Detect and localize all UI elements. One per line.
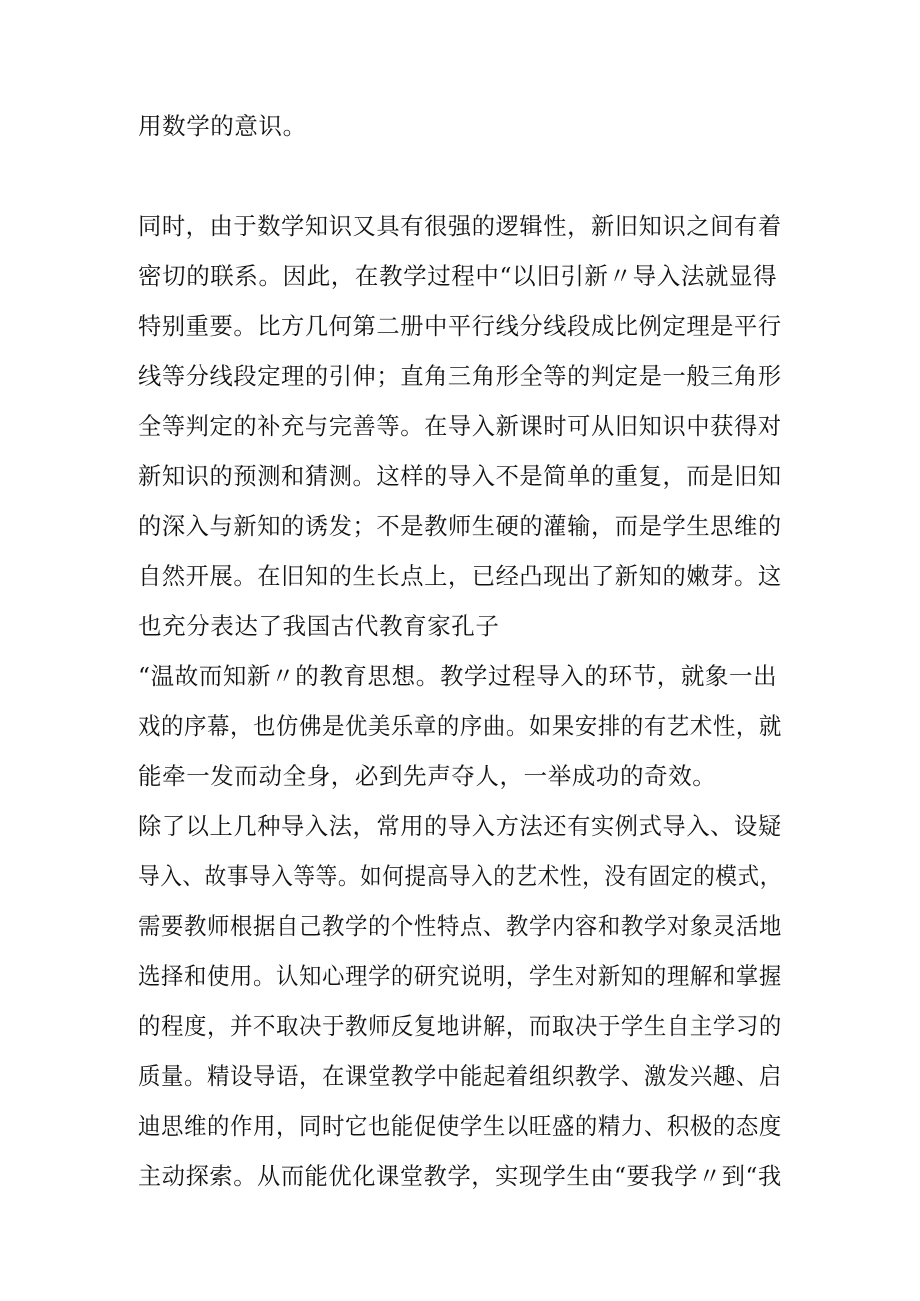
text-line: 导入、故事导入等等。如何提高导入的艺术性，没有固定的模式， <box>138 862 782 890</box>
text-line: 线等分线段定理的引伸；直角三角形全等的判定是一般三角形 <box>138 362 782 390</box>
text-line: 密切的联系。因此，在教学过程中“以旧引新〃导入法就显得 <box>138 262 778 290</box>
text-line: 的深入与新知的诱发；不是教师生硬的灌输，而是学生思维的 <box>138 512 782 540</box>
text-line: 需要教师根据自己教学的个性特点、教学内容和教学对象灵活地 <box>138 912 782 940</box>
text-line: 除了以上几种导入法，常用的导入方法还有实例式导入、设疑 <box>138 812 782 840</box>
text-line: 戏的序幕，也仿佛是优美乐章的序曲。如果安排的有艺术性，就 <box>138 712 782 740</box>
text-line: “温故而知新〃的教育思想。教学过程导入的环节，就象一出 <box>138 662 778 690</box>
text-line: 自然开展。在旧知的生长点上，已经凸现出了新知的嫩芽。这 <box>138 562 782 590</box>
text-line: 主动探索。从而能优化课堂教学，实现学生由“要我学〃到“我 <box>138 1162 782 1190</box>
text-line: 能牵一发而动全身，必到先声夺人，一举成功的奇效。 <box>138 762 717 790</box>
text-line: 选择和使用。认知心理学的研究说明，学生对新知的理解和掌握 <box>138 962 782 990</box>
text-line: 同时，由于数学知识又具有很强的逻辑性，新旧知识之间有着 <box>138 212 782 240</box>
text-line: 也充分表达了我国古代教育家孔子 <box>138 612 500 640</box>
text-line: 迪思维的作用，同时它也能促使学生以旺盛的精力、积极的态度 <box>138 1112 782 1140</box>
text-line: 新知识的预测和猜测。这样的导入不是简单的重复，而是旧知 <box>138 462 782 490</box>
text-line: 质量。精设导语，在课堂教学中能起着组织教学、激发兴趣、启 <box>138 1062 782 1090</box>
text-line: 全等判定的补充与完善等。在导入新课时可从旧知识中获得对 <box>138 412 782 440</box>
text-line: 特别重要。比方几何第二册中平行线分线段成比例定理是平行 <box>138 312 782 340</box>
text-line: 用数学的意识。 <box>138 112 307 140</box>
text-line: 的程度，并不取决于教师反复地讲解，而取决于学生自主学习的 <box>138 1012 782 1040</box>
